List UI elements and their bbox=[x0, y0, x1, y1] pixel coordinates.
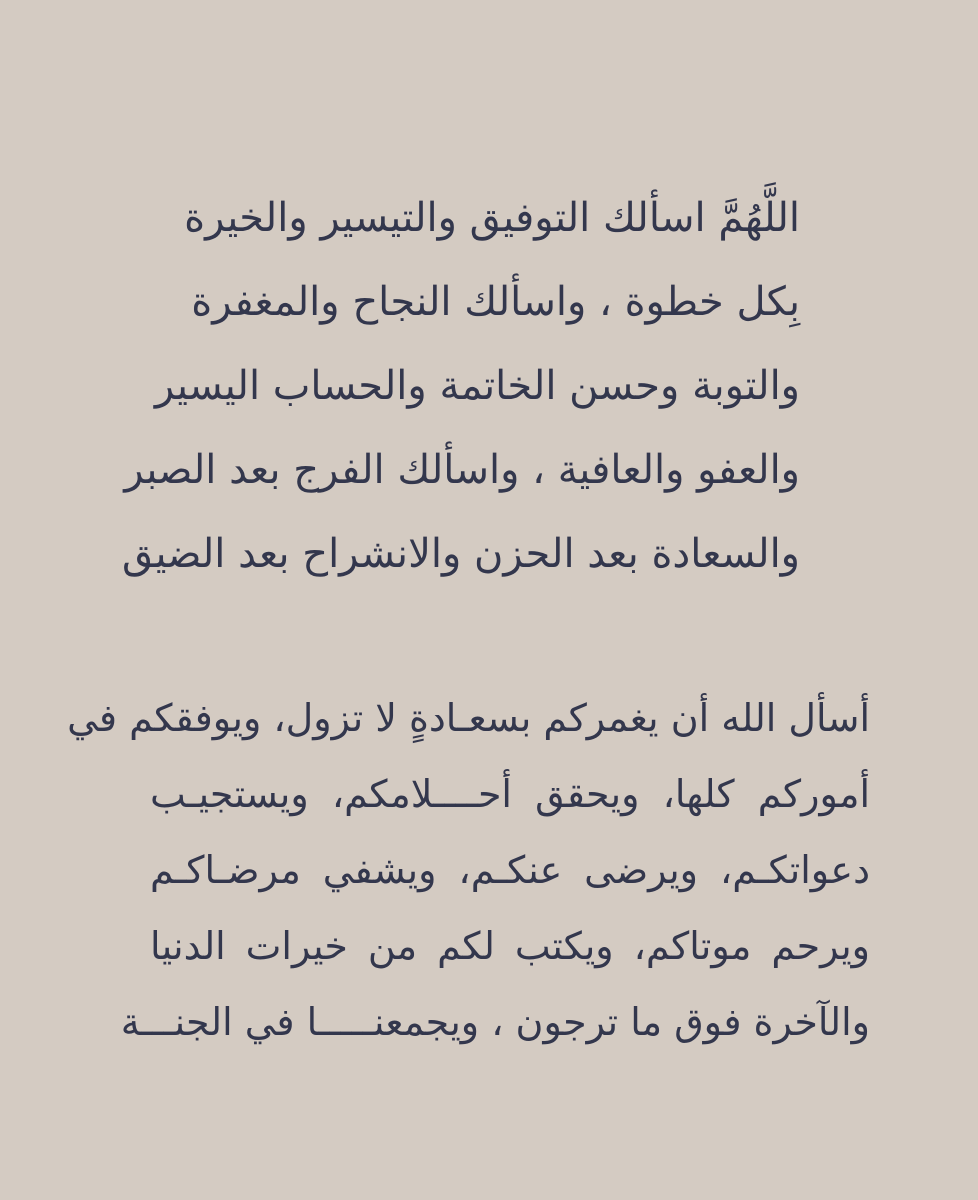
wishes-stanza bbox=[67, 680, 870, 1060]
prayer-line: والسعادة بعد الحزن والانشراح بعد الضيق bbox=[121, 531, 800, 577]
prayer-line: اللَّهُمَّ اسألك التوفيق والتيسير والخيرة bbox=[184, 195, 800, 241]
wishes-line: أموركم كلها، ويحقق أحــــلامكم، ويستجيـب bbox=[150, 772, 870, 816]
wishes-line: أسأل الله أن يغمركم بسعـادةٍ لا تزول، ويوفقكم في bbox=[67, 696, 870, 740]
wishes-line: ويرحم موتاكم، ويكتب لكم من خيرات الدنيا bbox=[150, 924, 870, 968]
wishes-line: دعواتكـم، ويرضى عنكـم، ويشفي مرضـاكـم bbox=[150, 848, 870, 892]
prayer-line: والعفو والعافية ، واسألك الفرج بعد الصبر bbox=[124, 447, 800, 493]
prayer-line: والتوبة وحسن الخاتمة والحساب اليسير bbox=[154, 363, 800, 409]
wishes-line: والآخرة فوق ما ترجون ، ويجمعنـــــا في الجنـــة bbox=[120, 1000, 870, 1044]
prayer-stanza bbox=[121, 176, 800, 596]
prayer-line: بِكل خطوة ، واسألك النجاح والمغفرة bbox=[191, 279, 800, 325]
